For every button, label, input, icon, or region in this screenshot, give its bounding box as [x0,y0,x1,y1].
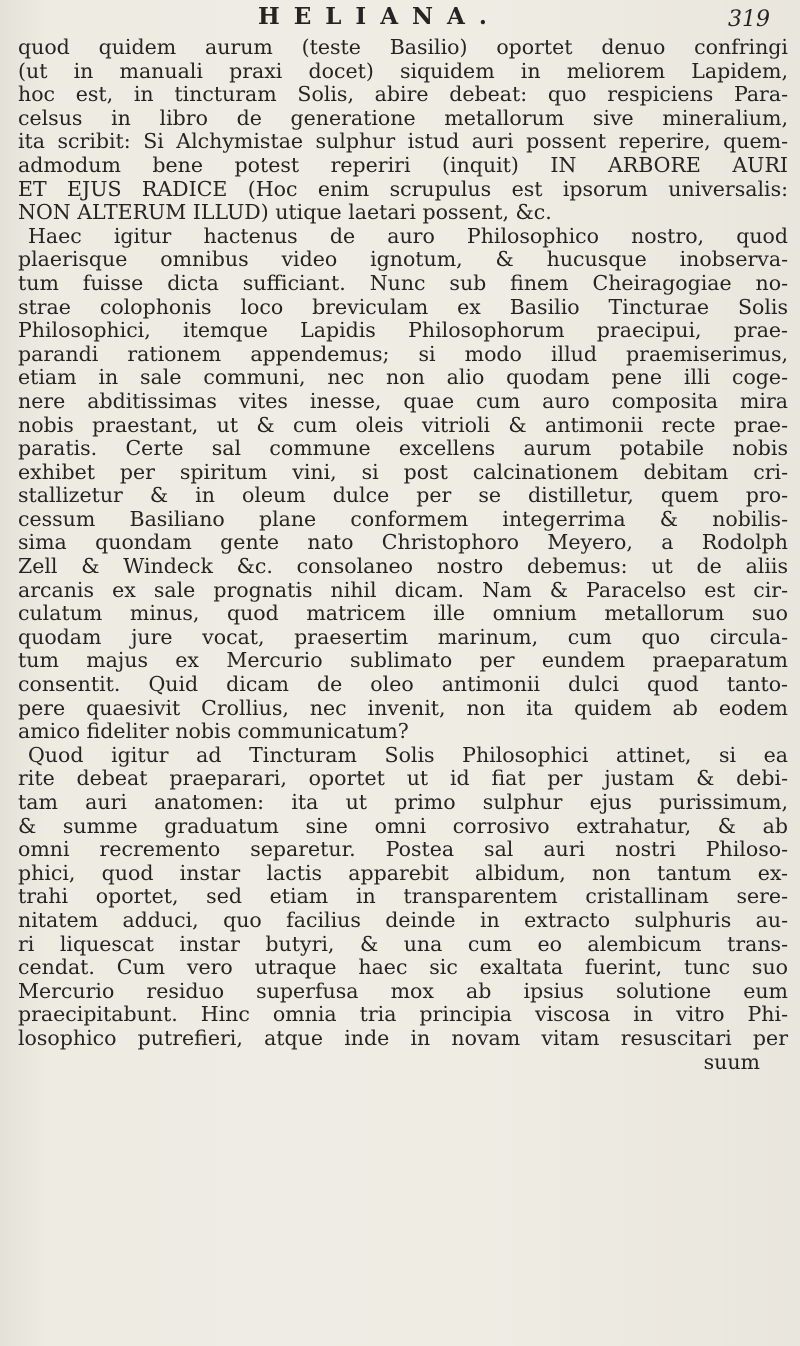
text-line: quod quidem aurum (teste Basilio) oportet denuo confringi [18,35,788,59]
text-line: stallizetur & in oleum dulce per se distilletur, quem pro- [18,483,788,508]
text-line: Zell & Windeck &c. consolaneo nostro debemus: ut de aliis [18,554,788,579]
text-line: nere abditissimas vites inesse, quae cum auro composita mira [18,388,788,413]
text-line: tum fuisse dicta sufficiant. Nunc sub finem Cheiragogiae no- [18,270,788,295]
text-line: plaerisque omnibus video ignotum, & hucusque inobserva- [18,247,788,272]
page-number: 319 [728,7,770,32]
text-line: & summe graduatum sine omni corrosivo extrahatur, & ab [18,813,788,838]
page-header [0,3,800,37]
text-line: cendat. Cum vero utraque haec sic exaltata fuerint, tunc suo [18,955,788,980]
text-line: Philosophici, itemque Lapidis Philosophorum praecipui, prae- [18,318,788,343]
text-line: cessum Basiliano plane conformem integerrima & nobilis- [18,506,788,531]
text-line: nitatem adduci, quo facilius deinde in extracto sulphuris au- [18,907,788,932]
text-line: consentit. Quid dicam de oleo antimonii dulci quod tanto- [18,672,788,697]
text-line: ET EJUS RADICE (Hoc enim scrupulus est ipsorum universalis: [18,176,788,201]
text-line: rite debeat praeparari, oportet ut id fiat per justam & debi- [18,766,788,791]
text-line: hoc est, in tincturam Solis, abire debeat: quo respiciens Para- [18,82,788,107]
text-line: celsus in libro de generatione metallorum sive mineralium, [18,105,788,130]
text-line: quodam jure vocat, praesertim marinum, cum quo circula- [18,624,788,649]
body-text [18,36,788,1074]
text-line: paratis. Certe sal commune excellens aurum potabile nobis [18,436,788,461]
text-line: exhibet per spiritum vini, si post calcinationem debitam cri- [18,459,788,484]
text-line: sima quondam gente nato Christophoro Meyero, a Rodolph [18,530,788,555]
text-line: omni recremento separetur. Postea sal auri nostri Philoso- [18,837,788,862]
text-line: nobis praestant, ut & cum oleis vitrioli & antimonii recte prae- [18,412,788,437]
text-line: praecipitabunt. Hinc omnia tria principia viscosa in vitro Phi- [18,1002,788,1027]
text-line: Quod igitur ad Tincturam Solis Philosophici attinet, si ea [28,742,788,767]
text-line: (ut in manuali praxi docet) siquidem in meliorem Lapidem, [18,58,788,83]
text-line: Mercurio residuo superfusa mox ab ipsius solutione eum [18,978,788,1003]
text-line: parandi rationem appendemus; si modo illud praemiserimus, [18,341,788,366]
text-line: pere quaesivit Crollius, nec invenit, non ita quidem ab eodem [18,695,788,720]
text-line: Haec igitur hactenus de auro Philosophico nostro, quod [28,223,788,248]
catchword: suum [703,1049,760,1074]
text-line: tam auri anatomen: ita ut primo sulphur ejus purissimum, [18,790,788,814]
text-line: ri liquescat instar butyri, & una cum eo alembicum trans- [18,931,788,956]
text-line: NON ALTERUM ILLUD) utique laetari possent, &c. [18,200,552,225]
text-line: culatum minus, quod matricem ille omnium metallorum suo [18,601,788,626]
text-line: admodum bene potest reperiri (inquit) IN ARBORE AURI [18,152,788,177]
text-line: tum majus ex Mercurio sublimato per eundem praeparatum [18,648,788,673]
text-line: ita scribit: Si Alchymistae sulphur istud auri possent reperire, quem- [18,129,788,154]
text-line: strae colophonis loco breviculam ex Basilio Tincturae Solis [18,294,788,319]
text-line: losophico putrefieri, atque inde in novam vitam resuscitari per [18,1025,788,1050]
text-line: arcanis ex sale prognatis nihil dicam. Nam & Paracelso est cir- [18,577,788,602]
running-title: HELIANA. [258,3,501,30]
text-line: amico fideliter nobis communicatum? [18,719,409,744]
text-line: trahi oportet, sed etiam in transparentem cristallinam sere- [18,884,788,909]
text-line: etiam in sale communi, nec non alio quodam pene illi coge- [18,365,788,390]
text-line: phici, quod instar lactis apparebit albidum, non tantum ex- [18,860,788,885]
